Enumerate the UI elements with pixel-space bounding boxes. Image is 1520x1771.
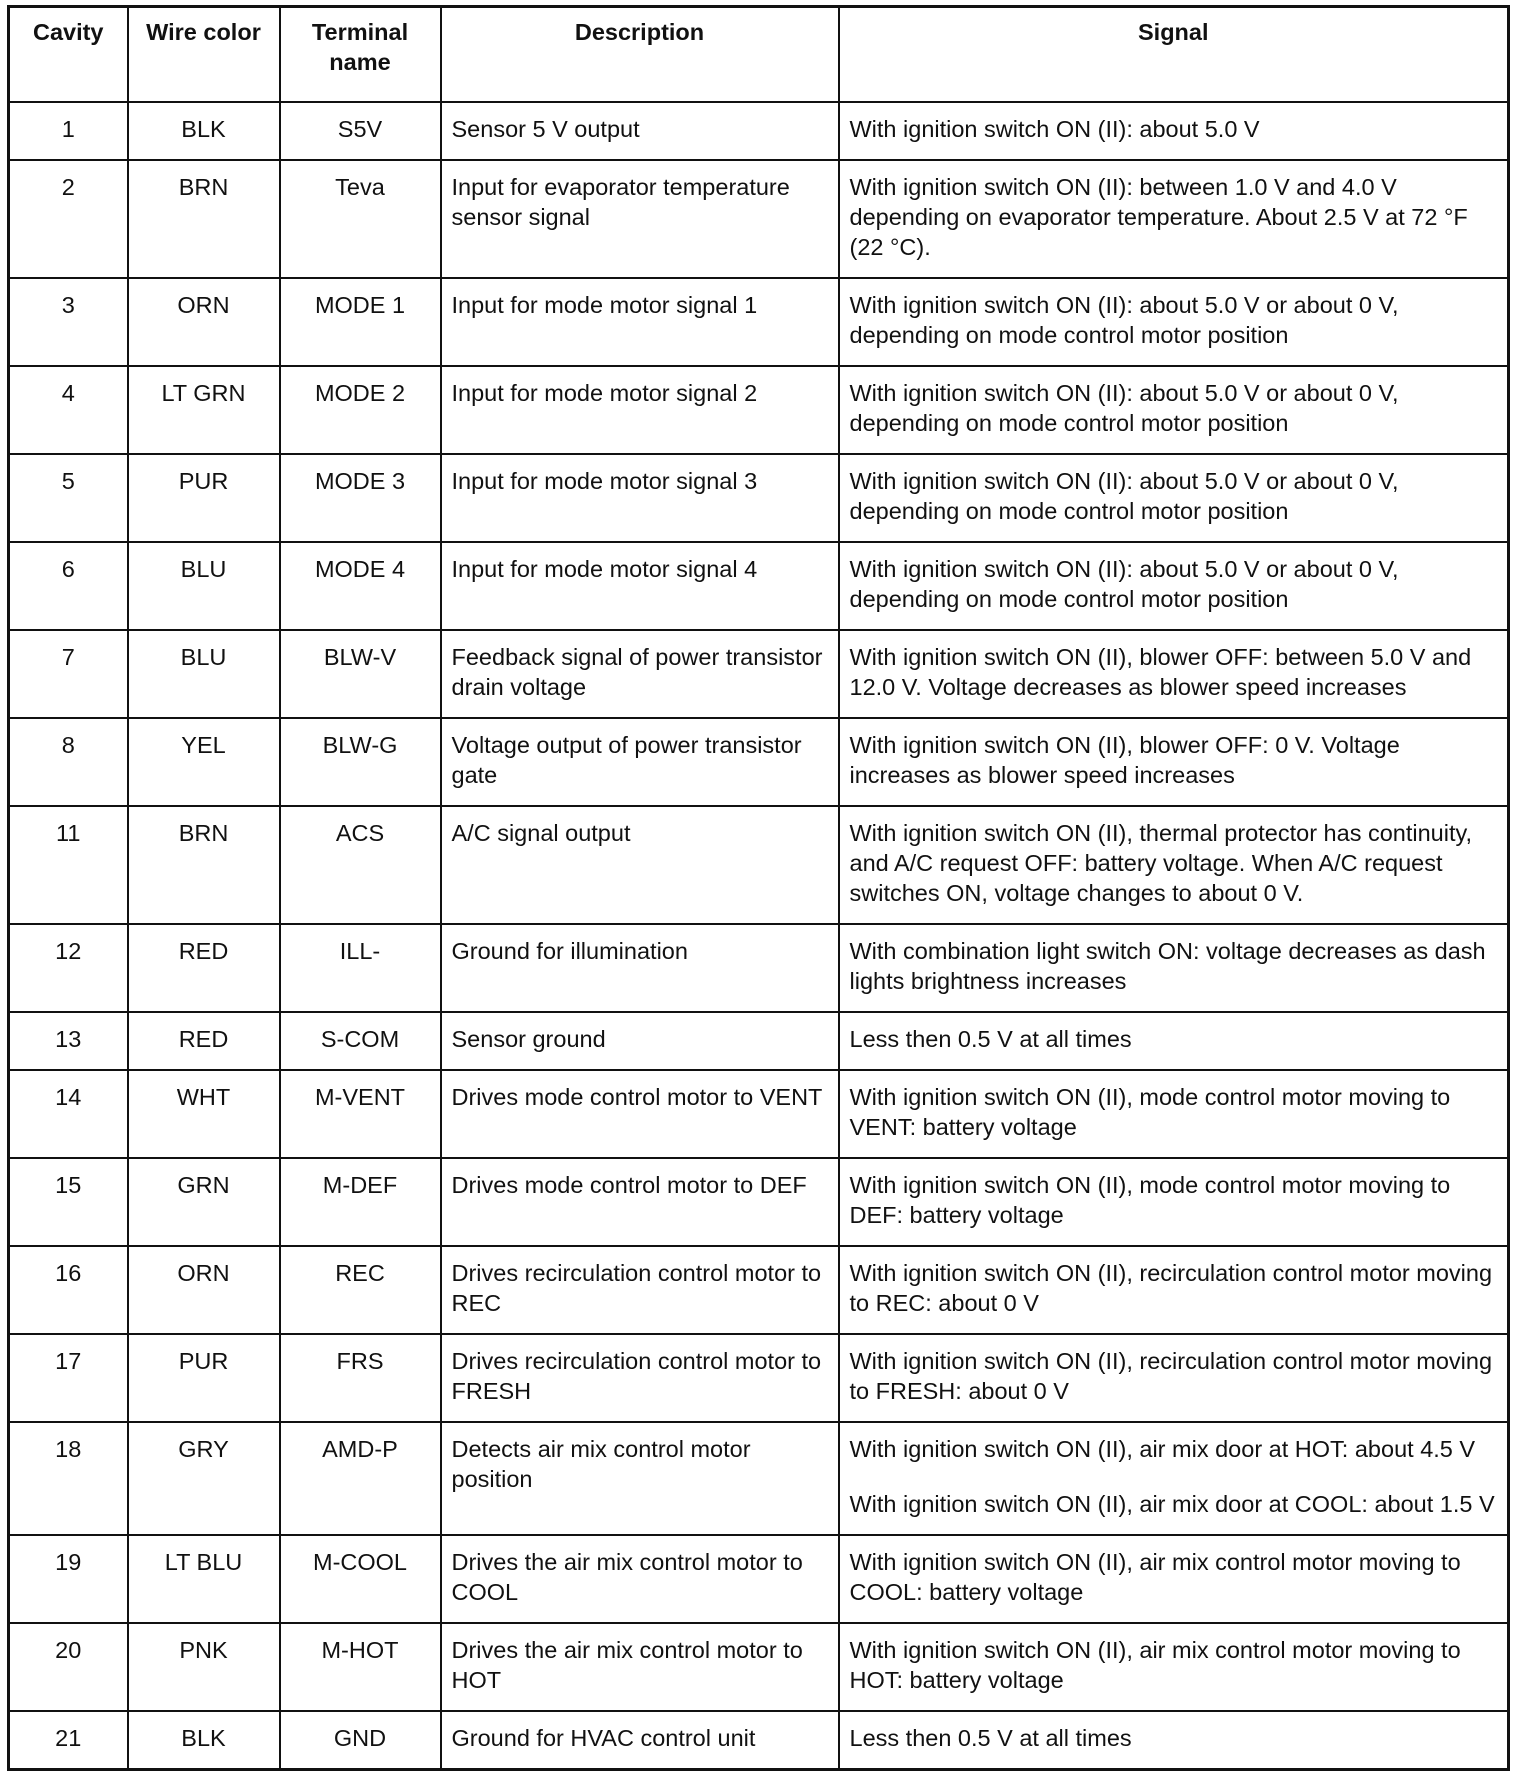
cell-description: Drives mode control motor to DEF bbox=[441, 1158, 839, 1246]
cell-signal bbox=[839, 1158, 1509, 1246]
table-row bbox=[9, 160, 1509, 278]
cell-cavity: 16 bbox=[9, 1246, 128, 1334]
table-row bbox=[9, 806, 1509, 924]
cell-terminal-name: MODE 3 bbox=[280, 454, 441, 542]
header-wire-color: Wire color bbox=[128, 7, 280, 103]
cell-cavity: 1 bbox=[9, 102, 128, 160]
table-row bbox=[9, 1246, 1509, 1334]
cell-wire-color: BLK bbox=[128, 1711, 280, 1770]
signal-text: With ignition switch ON (II): about 5.0 V or about 0 V, depending on mode control motor position bbox=[849, 468, 1399, 524]
signal-text: With ignition switch ON (II): between 1.0 V and 4.0 V depending on evaporator temperature. About 2.5 V at 72 °F (22 °C). bbox=[849, 174, 1468, 260]
header-description: Description bbox=[441, 7, 839, 103]
cell-cavity: 6 bbox=[9, 542, 128, 630]
cell-terminal-name: GND bbox=[280, 1711, 441, 1770]
cell-cavity: 7 bbox=[9, 630, 128, 718]
cell-terminal-name: REC bbox=[280, 1246, 441, 1334]
cell-wire-color: BLU bbox=[128, 542, 280, 630]
header-signal: Signal bbox=[839, 7, 1509, 103]
cell-terminal-name: ACS bbox=[280, 806, 441, 924]
cell-description: Sensor ground bbox=[441, 1012, 839, 1070]
signal-text: With ignition switch ON (II), blower OFF: between 5.0 V and 12.0 V. Voltage decreases as blower speed increases bbox=[849, 644, 1472, 700]
cell-cavity: 11 bbox=[9, 806, 128, 924]
cell-description: Drives recirculation control motor to FRESH bbox=[441, 1334, 839, 1422]
table-row bbox=[9, 542, 1509, 630]
signal-text: Less then 0.5 V at all times bbox=[849, 1725, 1132, 1751]
signal-text: With ignition switch ON (II), mode control motor moving to DEF: battery voltage bbox=[849, 1172, 1451, 1228]
signal-text: With ignition switch ON (II): about 5.0 V bbox=[849, 116, 1260, 142]
cell-wire-color: RED bbox=[128, 924, 280, 1012]
cell-wire-color: PNK bbox=[128, 1623, 280, 1711]
cell-cavity: 18 bbox=[9, 1422, 128, 1535]
cell-cavity: 21 bbox=[9, 1711, 128, 1770]
table-row bbox=[9, 454, 1509, 542]
cell-description: Voltage output of power transistor gate bbox=[441, 718, 839, 806]
cell-terminal-name: FRS bbox=[280, 1334, 441, 1422]
cell-description: Ground for illumination bbox=[441, 924, 839, 1012]
cell-cavity: 12 bbox=[9, 924, 128, 1012]
cell-description: Input for mode motor signal 2 bbox=[441, 366, 839, 454]
cell-cavity: 19 bbox=[9, 1535, 128, 1623]
cell-signal bbox=[839, 102, 1509, 160]
table-row bbox=[9, 718, 1509, 806]
table-row bbox=[9, 1535, 1509, 1623]
cell-terminal-name: S5V bbox=[280, 102, 441, 160]
cell-terminal-name: M-COOL bbox=[280, 1535, 441, 1623]
signal-text: With ignition switch ON (II), thermal protector has continuity, and A/C request OFF: battery voltage. When A/C request switches ON, voltage changes to about 0 V. bbox=[849, 820, 1473, 906]
cell-cavity: 4 bbox=[9, 366, 128, 454]
cell-cavity: 2 bbox=[9, 160, 128, 278]
signal-text: With ignition switch ON (II), air mix door at HOT: about 4.5 V bbox=[849, 1436, 1476, 1462]
signal-text: With ignition switch ON (II), blower OFF: 0 V. Voltage increases as blower speed increases bbox=[849, 732, 1400, 788]
signal-text: With ignition switch ON (II), recirculation control motor moving to FRESH: about 0 V bbox=[849, 1348, 1493, 1404]
cell-signal bbox=[839, 630, 1509, 718]
cell-signal bbox=[839, 1711, 1509, 1770]
table-row bbox=[9, 1158, 1509, 1246]
cell-signal bbox=[839, 1070, 1509, 1158]
signal-text: With combination light switch ON: voltage decreases as dash lights brightness increases bbox=[849, 938, 1486, 994]
cell-signal bbox=[839, 542, 1509, 630]
terminal-table bbox=[7, 5, 1510, 1771]
cell-terminal-name: MODE 4 bbox=[280, 542, 441, 630]
cell-signal bbox=[839, 1535, 1509, 1623]
cell-wire-color: LT BLU bbox=[128, 1535, 280, 1623]
cell-wire-color: BRN bbox=[128, 160, 280, 278]
cell-terminal-name: AMD-P bbox=[280, 1422, 441, 1535]
cell-wire-color: GRY bbox=[128, 1422, 280, 1535]
table-row bbox=[9, 1334, 1509, 1422]
cell-cavity: 20 bbox=[9, 1623, 128, 1711]
cell-signal bbox=[839, 160, 1509, 278]
table-row bbox=[9, 1422, 1509, 1535]
table-body bbox=[9, 102, 1509, 1770]
cell-signal bbox=[839, 278, 1509, 366]
cell-wire-color: BRN bbox=[128, 806, 280, 924]
cell-description: Input for mode motor signal 4 bbox=[441, 542, 839, 630]
cell-wire-color: ORN bbox=[128, 278, 280, 366]
cell-wire-color: PUR bbox=[128, 454, 280, 542]
cell-wire-color: PUR bbox=[128, 1334, 280, 1422]
cell-terminal-name: M-VENT bbox=[280, 1070, 441, 1158]
cell-terminal-name: MODE 1 bbox=[280, 278, 441, 366]
cell-signal bbox=[839, 806, 1509, 924]
cell-signal bbox=[839, 1334, 1509, 1422]
table-row bbox=[9, 278, 1509, 366]
signal-text: With ignition switch ON (II), recirculation control motor moving to REC: about 0 V bbox=[849, 1260, 1493, 1316]
cell-description: Feedback signal of power transistor drain voltage bbox=[441, 630, 839, 718]
cell-description: Sensor 5 V output bbox=[441, 102, 839, 160]
cell-cavity: 5 bbox=[9, 454, 128, 542]
table-row bbox=[9, 1623, 1509, 1711]
cell-signal bbox=[839, 1012, 1509, 1070]
cell-terminal-name: MODE 2 bbox=[280, 366, 441, 454]
cell-wire-color: GRN bbox=[128, 1158, 280, 1246]
cell-description: A/C signal output bbox=[441, 806, 839, 924]
cell-cavity: 15 bbox=[9, 1158, 128, 1246]
header-cavity: Cavity bbox=[9, 7, 128, 103]
cell-cavity: 3 bbox=[9, 278, 128, 366]
cell-wire-color: RED bbox=[128, 1012, 280, 1070]
cell-description: Drives recirculation control motor to REC bbox=[441, 1246, 839, 1334]
header-terminal-name: Terminal name bbox=[280, 7, 441, 103]
signal-text: With ignition switch ON (II), mode control motor moving to VENT: battery voltage bbox=[849, 1084, 1451, 1140]
header-row bbox=[9, 7, 1509, 103]
table-row bbox=[9, 366, 1509, 454]
cell-description: Drives mode control motor to VENT bbox=[441, 1070, 839, 1158]
cell-terminal-name: ILL- bbox=[280, 924, 441, 1012]
table-row bbox=[9, 630, 1509, 718]
table-row bbox=[9, 1012, 1509, 1070]
table-row bbox=[9, 924, 1509, 1012]
cell-wire-color: BLU bbox=[128, 630, 280, 718]
cell-description: Drives the air mix control motor to HOT bbox=[441, 1623, 839, 1711]
cell-wire-color: WHT bbox=[128, 1070, 280, 1158]
cell-wire-color: YEL bbox=[128, 718, 280, 806]
cell-wire-color: BLK bbox=[128, 102, 280, 160]
cell-terminal-name: S-COM bbox=[280, 1012, 441, 1070]
cell-description: Ground for HVAC control unit bbox=[441, 1711, 839, 1770]
cell-wire-color: LT GRN bbox=[128, 366, 280, 454]
signal-text: With ignition switch ON (II): about 5.0 V or about 0 V, depending on mode control motor position bbox=[849, 292, 1399, 348]
cell-terminal-name: M-HOT bbox=[280, 1623, 441, 1711]
cell-signal bbox=[839, 366, 1509, 454]
cell-signal bbox=[839, 454, 1509, 542]
cell-cavity: 14 bbox=[9, 1070, 128, 1158]
cell-description: Input for mode motor signal 3 bbox=[441, 454, 839, 542]
cell-signal bbox=[839, 1246, 1509, 1334]
cell-cavity: 13 bbox=[9, 1012, 128, 1070]
cell-signal bbox=[839, 718, 1509, 806]
cell-description: Input for mode motor signal 1 bbox=[441, 278, 839, 366]
cell-terminal-name: BLW-G bbox=[280, 718, 441, 806]
cell-signal bbox=[839, 1623, 1509, 1711]
cell-wire-color: ORN bbox=[128, 1246, 280, 1334]
table-row bbox=[9, 102, 1509, 160]
cell-signal bbox=[839, 924, 1509, 1012]
signal-text: With ignition switch ON (II), air mix control motor moving to COOL: battery voltage bbox=[849, 1549, 1461, 1605]
signal-text: With ignition switch ON (II), air mix control motor moving to HOT: battery voltage bbox=[849, 1637, 1461, 1693]
table-row bbox=[9, 1070, 1509, 1158]
cell-description: Detects air mix control motor position bbox=[441, 1422, 839, 1535]
cell-cavity: 8 bbox=[9, 718, 128, 806]
signal-text: With ignition switch ON (II), air mix door at COOL: about 1.5 V bbox=[849, 1491, 1495, 1517]
cell-signal bbox=[839, 1422, 1509, 1535]
cell-terminal-name: Teva bbox=[280, 160, 441, 278]
table-row bbox=[9, 1711, 1509, 1770]
signal-text: With ignition switch ON (II): about 5.0 V or about 0 V, depending on mode control motor position bbox=[849, 556, 1399, 612]
cell-cavity: 17 bbox=[9, 1334, 128, 1422]
cell-description: Drives the air mix control motor to COOL bbox=[441, 1535, 839, 1623]
signal-text: Less then 0.5 V at all times bbox=[849, 1026, 1132, 1052]
cell-description: Input for evaporator temperature sensor signal bbox=[441, 160, 839, 278]
cell-terminal-name: M-DEF bbox=[280, 1158, 441, 1246]
cell-terminal-name: BLW-V bbox=[280, 630, 441, 718]
signal-text: With ignition switch ON (II): about 5.0 V or about 0 V, depending on mode control motor position bbox=[849, 380, 1399, 436]
